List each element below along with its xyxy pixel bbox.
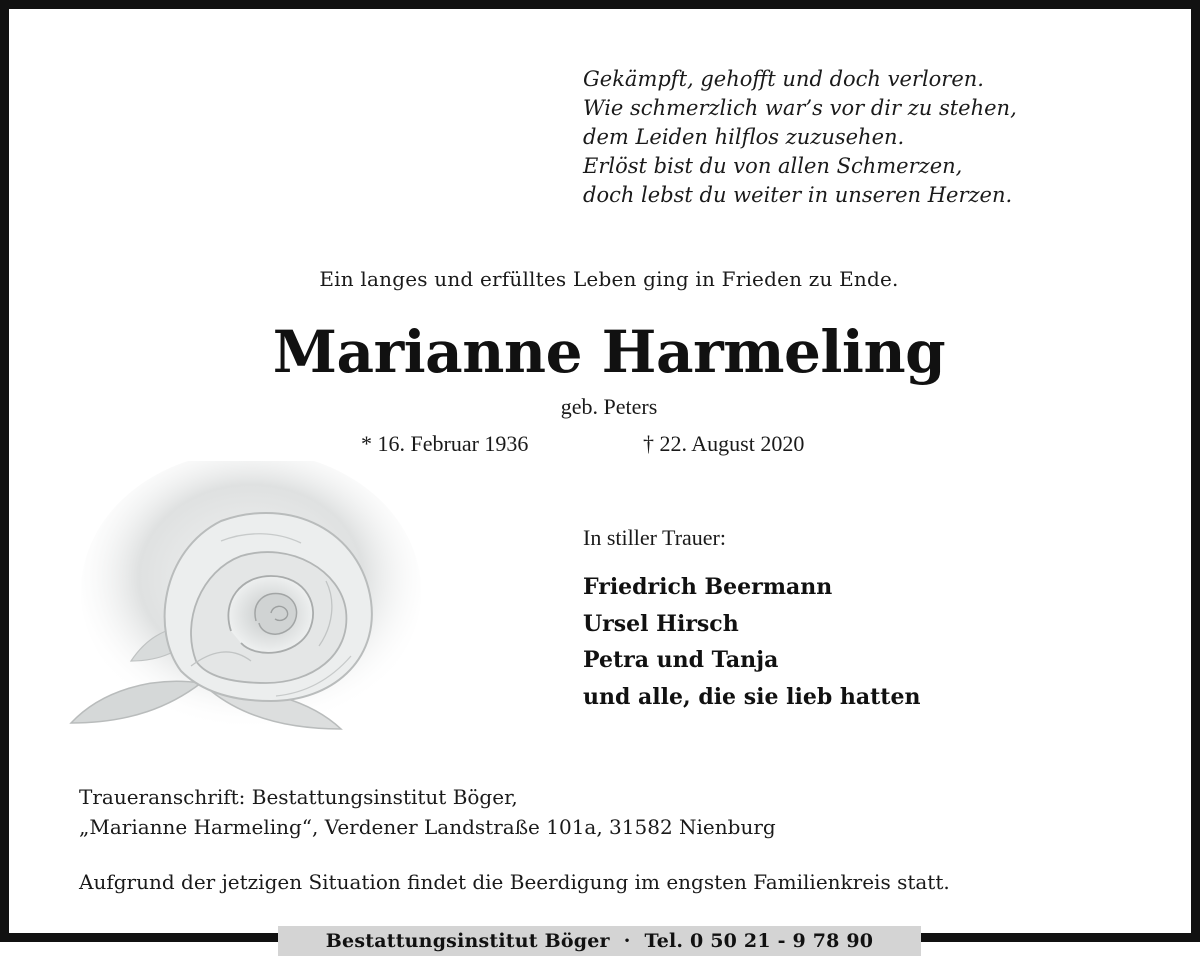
list-item: Friedrich Beermann <box>583 574 833 600</box>
poem-line: Gekämpft, gehofft und doch verloren. <box>583 67 984 91</box>
mourning-address <box>79 782 776 842</box>
maiden-name: geb. Peters <box>560 394 658 419</box>
list-item: und alle, die sie lieb hatten <box>583 683 921 710</box>
poem-line: doch lebst du weiter in unseren Herzen. <box>583 183 1013 207</box>
intro-text: Ein langes und erfülltes Leben ging in Frieden zu Ende. <box>319 267 899 291</box>
mourners-list <box>583 569 920 715</box>
list-item: Petra und Tanja <box>583 647 779 673</box>
rose-icon <box>61 461 421 749</box>
mourning-label: In stiller Trauer: <box>583 525 726 550</box>
footer-phone: Tel. 0 50 21 - 9 78 90 <box>644 930 874 952</box>
address-line: „Marianne Harmeling“, Verdener Landstraße 101a, 31582 Nienburg <box>79 815 776 839</box>
deceased-name: Marianne Harmeling <box>272 318 946 386</box>
footer-company: Bestattungsinstitut Böger <box>325 930 610 952</box>
poem-line: Erlöst bist du von allen Schmerzen, <box>583 154 963 178</box>
footer-bar <box>278 926 921 956</box>
funeral-notice: Aufgrund der jetzigen Situation findet die Beerdigung im engsten Familienkreis statt. <box>79 870 950 894</box>
birth-date: * 16. Februar 1936 <box>361 431 529 456</box>
footer-separator: · <box>623 930 631 952</box>
death-date: † 22. August 2020 <box>643 431 805 456</box>
poem-line: dem Leiden hilflos zuzusehen. <box>583 125 905 149</box>
address-line: Traueranschrift: Bestattungsinstitut Böger, <box>79 785 518 809</box>
list-item: Ursel Hirsch <box>583 610 739 637</box>
poem <box>583 65 1017 210</box>
poem-line: Wie schmerzlich war’s vor dir zu stehen, <box>583 96 1017 120</box>
